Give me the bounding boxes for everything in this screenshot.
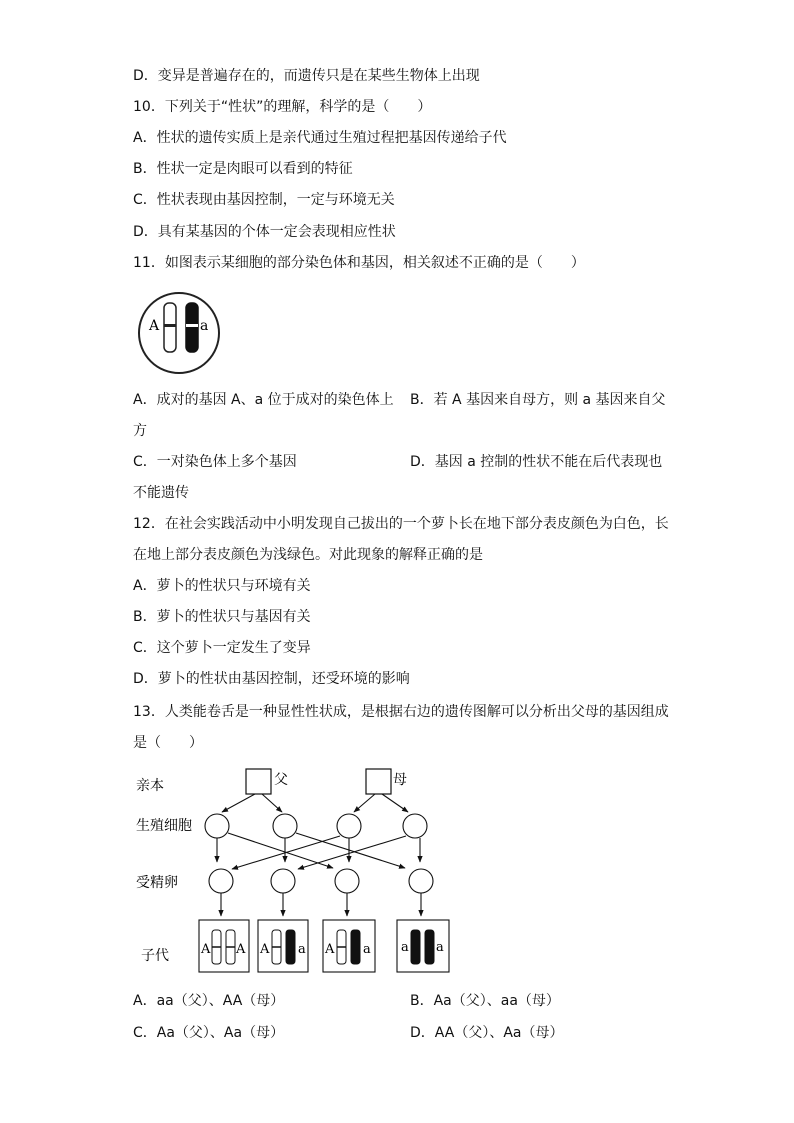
offspring-2-gene-left: A	[260, 942, 270, 957]
zygote-2	[271, 869, 295, 893]
q11-option-d: D．基因 a 控制的性状不能在后代表现也	[410, 454, 663, 470]
q11-option-c: C．一对染色体上多个基因	[133, 454, 297, 470]
q13-option-c: C．Aa（父）、Aa（母）	[133, 1025, 285, 1041]
q9-option-d: D．变异是普遍存在的，而遗传只是在某些生物体上出现	[133, 68, 480, 84]
q13-stem-line2: 是（ ）	[133, 735, 203, 751]
row-label-zygotes: 受精卵	[136, 875, 178, 891]
chromosome-light	[164, 303, 176, 352]
zygote-3	[335, 869, 359, 893]
offspring-4-gene-left: a	[401, 940, 409, 955]
q10-option-b: B．性状一定是肉眼可以看到的特征	[133, 161, 353, 177]
offspring-3-gene-right: a	[363, 942, 371, 957]
gene-band-a	[186, 324, 198, 327]
offspring-2-gene-right: a	[298, 942, 306, 957]
father-square	[246, 769, 271, 794]
q12-option-a: A．萝卜的性状只与环境有关	[133, 578, 311, 594]
q11-option-b: B．若 A 基因来自母方，则 a 基因来自父	[410, 392, 666, 408]
mother-square	[366, 769, 391, 794]
offspring-1-gene-right: A	[236, 942, 246, 957]
row-label-offspring: 子代	[141, 948, 169, 964]
q10-stem: 10．下列关于“性状”的理解，科学的是（ ）	[133, 99, 432, 115]
offspring-1	[199, 920, 249, 972]
row-label-gametes: 生殖细胞	[136, 818, 192, 834]
q10-option-c: C．性状表现由基因控制，一定与环境无关	[133, 192, 395, 208]
gamete-mother-2	[403, 814, 427, 838]
chromosome-dark	[186, 303, 198, 352]
q13-option-b: B．Aa（父）、aa（母）	[410, 993, 560, 1009]
zygote-4	[409, 869, 433, 893]
q11-option-a: A．成对的基因 A、a 位于成对的染色体上	[133, 392, 394, 408]
offspring-4-gene-right: a	[436, 940, 444, 955]
gamete-father-1	[205, 814, 229, 838]
q11-option-b-wrap: 方	[133, 423, 147, 439]
gamete-mother-1	[337, 814, 361, 838]
q13-option-d: D．AA（父）、Aa（母）	[410, 1025, 564, 1041]
offspring-3	[323, 920, 375, 972]
q12-option-b: B．萝卜的性状只与基因有关	[133, 609, 311, 625]
offspring-3-gene-left: A	[325, 942, 335, 957]
father-label: 父	[274, 772, 288, 788]
mother-label: 母	[393, 772, 407, 788]
offspring-2	[258, 920, 308, 972]
q11-stem: 11．如图表示某细胞的部分染色体和基因，相关叙述不正确的是（ ）	[133, 255, 585, 271]
q10-option-a: A．性状的遗传实质上是亲代通过生殖过程把基因传递给子代	[133, 130, 507, 146]
q13-option-a: A．aa（父）、AA（母）	[133, 993, 285, 1009]
gene-label-a: a	[200, 318, 209, 334]
q10-option-d: D．具有某基因的个体一定会表现相应性状	[133, 224, 396, 240]
q12-stem-line2: 在地上部分表皮颜色为浅绿色。对此现象的解释正确的是	[133, 547, 483, 563]
q12-option-c: C．这个萝卜一定发生了变异	[133, 640, 311, 656]
q12-option-d: D．萝卜的性状由基因控制，还受环境的影响	[133, 671, 410, 687]
gene-band-A	[164, 324, 176, 327]
q13-stem-line1: 13．人类能卷舌是一种显性性状成，是根据右边的遗传图解可以分析出父母的基因组成	[133, 704, 669, 720]
row-label-parents: 亲本	[136, 778, 164, 794]
offspring-1-gene-left: A	[201, 942, 211, 957]
zygote-1	[209, 869, 233, 893]
q13-inheritance-diagram	[125, 760, 465, 980]
q11-cell-figure	[136, 290, 222, 376]
gene-label-A: A	[149, 318, 160, 334]
q11-option-d-wrap: 不能遗传	[133, 485, 189, 501]
gamete-father-2	[273, 814, 297, 838]
q12-stem-line1: 12．在社会实践活动中小明发现自己拔出的一个萝卜长在地下部分表皮颜色为白色，长	[133, 516, 669, 532]
offspring-4	[397, 920, 449, 972]
